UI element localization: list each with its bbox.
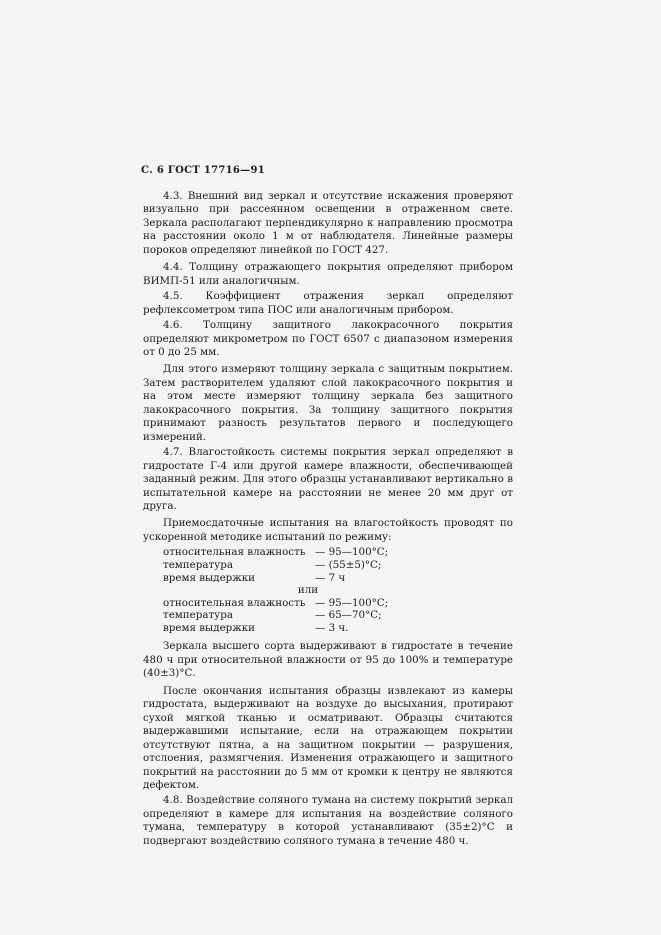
paragraph-4-3: 4.3. Внешний вид зеркал и отсутствие искажения проверяют визуально при рассеянном освещении в отраженном свете. Зеркала располагают перпендикулярно к направлению просмотра на расстоянии около 1 м от наблюдателя. Линейные размеры пороков определяют линейкой по ГОСТ 427. — [143, 190, 513, 256]
test-regime-list — [143, 546, 513, 634]
paragraph-4-6-method: Для этого измеряют толщину зеркала с защитным покрытием. Затем растворителем удаляют слой лакокрасочного покрытия и на этом месте измеряют толщину зеркала без защитного лакокрасочного покрытия. За толщину защитного покрытия принимают разность результатов первого и последующего измерений. — [143, 363, 513, 443]
regime-label: относительная влажность — [163, 546, 306, 559]
regime-label: температура — [163, 609, 233, 622]
regime-value: — 95—100°С; — [315, 596, 389, 609]
paragraph-4-7: 4.7. Влагостойкость системы покрытия зеркал определяют в гидростате Г-4 или другой камере влажности, обеспечивающей заданный режим. Для этого образцы устанавливают вертикально в испытательной камере на расстоянии не менее 20 мм друг от друга. — [143, 446, 513, 512]
regime-value: — 65—70°С; — [315, 609, 382, 622]
regime2-row — [143, 622, 513, 635]
regime1-row — [143, 546, 513, 559]
paragraph-4-6: 4.6. Толщину защитного лакокрасочного покрытия определяют микрометром по ГОСТ 6507 с диапазоном измерения от 0 до 25 мм. — [143, 319, 513, 358]
or-separator: или — [297, 584, 319, 597]
regime-value: — (55±5)°С; — [315, 558, 382, 571]
regime-value: — 7 ч — [315, 571, 346, 584]
regime1-row — [143, 559, 513, 572]
paragraph-4-4: 4.4. Толщину отражающего покрытия определяют прибором ВИМП-51 или аналогичным. — [143, 261, 513, 287]
paragraph-4-5: 4.5. Коэффициент отражения зеркал определяют рефлексометром типа ПОС или аналогичным прибором. — [143, 290, 513, 316]
regime-label: температура — [163, 558, 233, 571]
regime2-row — [143, 597, 513, 610]
paragraph-4-7-acceptance: Приемосдаточные испытания на влагостойкость проводят по ускоренной методике испытаний по режиму: — [143, 517, 513, 543]
paragraph-4-7-inspection: После окончания испытания образцы извлекают из камеры гидростата, выдерживают на воздухе до высыхания, протирают сухой мягкой тканью и осматривают. Образцы считаются выдержавшими испытание, если на отражающем покрытии отсутствуют пятна, а на защитном покрытии — разрушения, отслоения, размягчения. Изменения отражающего и защитного покрытий на расстоянии до 5 мм от кромки к центру не являются дефектом. — [143, 684, 513, 792]
regime-label: время выдержки — [163, 571, 256, 584]
document-body — [143, 190, 513, 852]
regime1-row — [143, 572, 513, 585]
regime-label: относительная влажность — [163, 596, 306, 609]
paragraph-4-7-premium: Зеркала высшего сорта выдерживают в гидростате в течение 480 ч при относительной влажности от 95 до 100% и температуре (40±3)°С. — [143, 640, 513, 680]
regime-value: — 3 ч. — [315, 621, 349, 634]
page-header: С. 6 ГОСТ 17716—91 — [141, 165, 265, 176]
paragraph-4-8: 4.8. Воздействие соляного тумана на систему покрытий зеркал определяют в камере для испытания на воздействие соляного тумана, температуру в которой устанавливают (35±2)°С и подвергают воздействию соляного тумана в течение 480 ч. — [143, 794, 513, 847]
regime-value: — 95—100°С; — [315, 546, 389, 559]
regime2-row — [143, 609, 513, 622]
regime-label: время выдержки — [163, 621, 256, 634]
